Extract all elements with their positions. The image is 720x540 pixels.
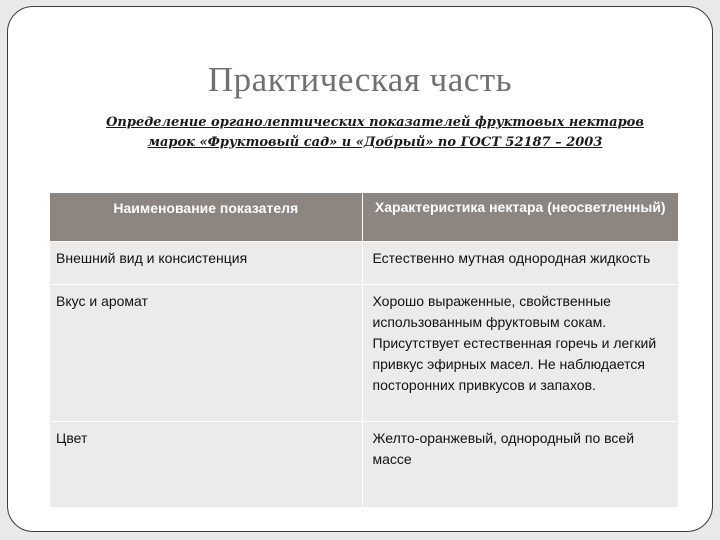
header-indicator: Наименование показателя (50, 193, 362, 242)
indicator-cell: Цвет (50, 422, 362, 508)
table-row (50, 422, 678, 508)
table-row (50, 285, 678, 422)
slide-subtitle: Определение органолептических показателей фруктовых нектаров марок «Фруктовый сад» и «Добрый» по ГОСТ 52187 – 2003 (106, 115, 644, 150)
table-header-row (50, 193, 678, 242)
slide-title: Практическая часть (207, 60, 513, 99)
description-cell: Желто-оранжевый, однородный по всей массе (362, 422, 678, 508)
table-row (50, 242, 678, 285)
indicators-table (50, 193, 678, 507)
indicator-cell: Вкус и аромат (50, 285, 362, 422)
description-cell: Естественно мутная однородная жидкость (362, 242, 678, 285)
indicator-cell: Внешний вид и консистенция (50, 242, 362, 285)
header-characteristic: Характеристика нектара (неосветленный) (362, 193, 678, 242)
description-cell: Хорошо выраженные, свойственные использованным фруктовым сокам. Присутствует естественная горечь и легкий привкус эфирных масел. Не наблюдается посторонних привкусов и запахов. (362, 285, 678, 422)
